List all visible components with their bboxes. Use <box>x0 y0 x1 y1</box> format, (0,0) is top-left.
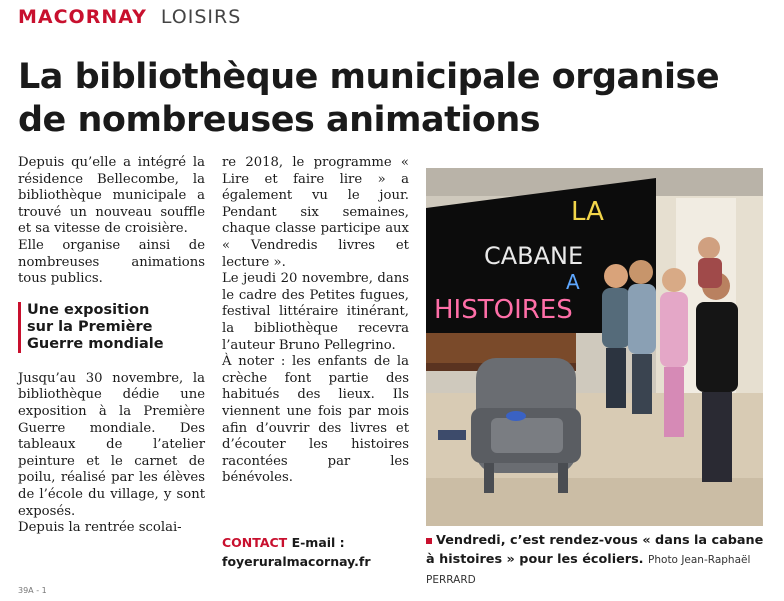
paragraph: Le jeudi 20 novembre, dans le cadre des Petites fugues, festival littéraire itinérant, la bibliothèque recevra l’auteur Bruno Pellegrino. <box>222 271 409 353</box>
town-name: MACORNAY <box>18 6 147 28</box>
photo-caption <box>426 531 776 590</box>
article-column-2 <box>222 155 409 487</box>
article-column-1 <box>18 155 205 537</box>
caption-line-2: à histoires » pour les écoliers. <box>426 552 644 567</box>
headline-line-2: de nombreuses animations <box>18 100 541 140</box>
paragraph: Elle organise ainsi de nombreuses animations tous publics. <box>18 237 205 287</box>
page-footer: 39A - 1 <box>18 586 47 595</box>
contact-email: foyeruralmacornay.fr <box>222 554 371 569</box>
paragraph: re 2018, le programme « Lire et faire lire » a également vu le jour. Pendant six semaines, chaque classe participe aux « Vendredis livres et lecture ». <box>222 155 409 270</box>
caption-line-1: Vendredi, c’est rendez-vous « dans la cabane <box>436 533 764 548</box>
article-photo <box>426 168 763 526</box>
paragraph: Jusqu’au 30 novembre, la bibliothèque dédie une exposition à la Première Guerre mondiale. Des tableaux de l’atelier peinture et le carnet de poilu, réalisé par les élèves de l’école du village, y sont exposés. <box>18 370 205 519</box>
subheading-line: sur la Première <box>27 318 153 335</box>
paragraph: À noter : les enfants de la crèche font partie des habitués des lieux. Ils viennent une fois par mois afin d’ouvrir des livres et d’écouter les histoires racontées par les bénévoles. <box>222 354 409 486</box>
contact-block <box>222 533 412 571</box>
photo-illustration <box>426 168 763 526</box>
subheading <box>18 302 205 353</box>
contact-label: CONTACT <box>222 535 288 550</box>
sign-text-cabane: CABANE <box>484 242 584 270</box>
photo-credit: Photo Jean-Raphaël PERRARD <box>426 554 751 586</box>
section-name: LOISIRS <box>160 6 242 28</box>
caption-bullet <box>426 538 432 544</box>
email-label: E-mail : <box>291 535 345 550</box>
paragraph: Depuis qu’elle a intégré la résidence Bellecombe, la bibliothèque municipale a trouvé un nouveau souffle et sa vitesse de croisière. <box>18 155 205 237</box>
paragraph: Depuis la rentrée scolai- <box>18 520 182 536</box>
sign-text-la: LA <box>571 197 604 227</box>
page-header <box>18 6 241 34</box>
subheading-line: Une exposition <box>27 301 150 318</box>
sign-text-histoires: HISTOIRES <box>434 295 573 325</box>
sign-text-a: A <box>566 270 580 294</box>
article-headline <box>18 56 778 142</box>
armchair <box>471 358 581 493</box>
subheading-line: Guerre mondiale <box>27 335 164 352</box>
headline-line-1: La bibliothèque municipale organise <box>18 57 720 97</box>
